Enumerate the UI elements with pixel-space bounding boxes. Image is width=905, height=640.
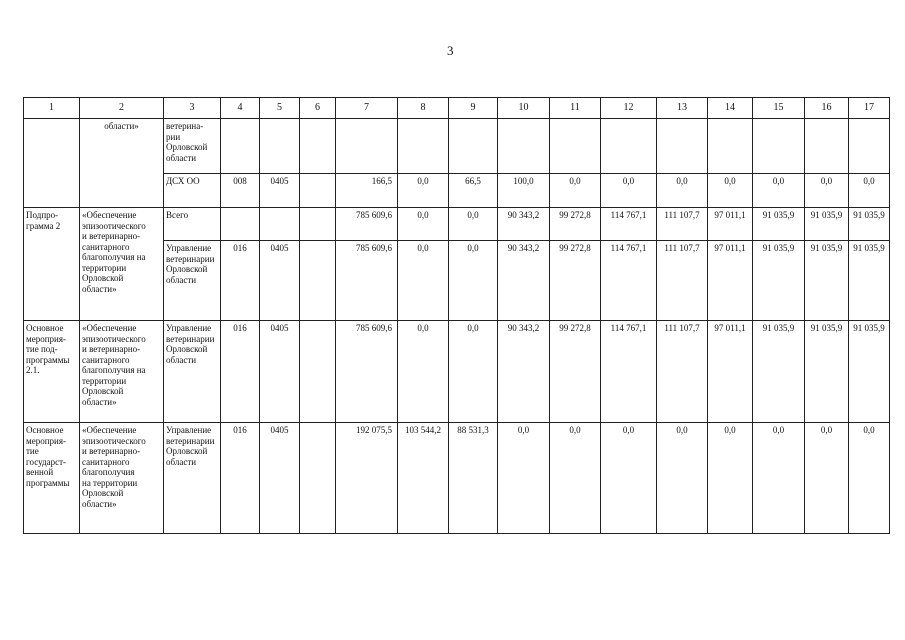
cell-value: 114 767,1 xyxy=(601,241,657,321)
cell-empty xyxy=(601,119,657,174)
cell-value: 0,0 xyxy=(753,174,805,208)
cell-empty xyxy=(550,119,601,174)
cell-code: 016 xyxy=(221,423,260,534)
cell-value: 0,0 xyxy=(849,174,890,208)
col-header: 9 xyxy=(449,98,498,119)
col-header: 14 xyxy=(708,98,753,119)
cell-value: 0,0 xyxy=(805,174,849,208)
cell-code: 008 xyxy=(221,174,260,208)
cell-value: 90 343,2 xyxy=(498,208,550,241)
table-row xyxy=(24,321,890,423)
col-header: 5 xyxy=(260,98,300,119)
cell-program: Основное мероприя- тие под- программы 2.1. xyxy=(24,321,80,423)
cell-value: 90 343,2 xyxy=(498,321,550,423)
page-number: 3 xyxy=(447,43,454,58)
cell-value: 91 035,9 xyxy=(849,241,890,321)
cell-value: 111 107,7 xyxy=(657,321,708,423)
cell-value: 91 035,9 xyxy=(753,321,805,423)
cell-empty xyxy=(336,119,398,174)
col-header: 3 xyxy=(164,98,221,119)
cell-empty xyxy=(449,119,498,174)
cell-value: 166,5 xyxy=(336,174,398,208)
cell-executor: Всего xyxy=(164,208,221,241)
cell-value: 114 767,1 xyxy=(601,321,657,423)
cell-code xyxy=(300,174,336,208)
cell-executor: ветерина- рии Орловской области xyxy=(164,119,221,174)
cell-value: 91 035,9 xyxy=(753,241,805,321)
cell-executor: Управление ветеринарии Орловской области xyxy=(164,241,221,321)
cell-code xyxy=(221,208,260,241)
cell-value: 0,0 xyxy=(449,208,498,241)
cell-empty xyxy=(300,119,336,174)
cell-description: «Обеспечение эпизоотического и ветеринарно- санитарного благополучия на территории Орловской области» xyxy=(80,208,164,321)
col-header: 17 xyxy=(849,98,890,119)
cell-value: 0,0 xyxy=(449,321,498,423)
budget-table xyxy=(23,97,890,534)
col-header: 15 xyxy=(753,98,805,119)
cell-executor: ДСХ ОО xyxy=(164,174,221,208)
cell-value: 0,0 xyxy=(657,423,708,534)
cell-value: 99 272,8 xyxy=(550,241,601,321)
cell-value: 0,0 xyxy=(708,423,753,534)
cell-program: Подпро- грамма 2 xyxy=(24,208,80,321)
cell-description: области» xyxy=(80,119,164,208)
col-header: 6 xyxy=(300,98,336,119)
cell-empty xyxy=(849,119,890,174)
cell-value: 91 035,9 xyxy=(849,321,890,423)
table-row xyxy=(24,423,890,534)
cell-value: 0,0 xyxy=(398,174,449,208)
cell-empty xyxy=(657,119,708,174)
cell-value: 91 035,9 xyxy=(805,208,849,241)
table-row xyxy=(24,208,890,241)
cell-value: 91 035,9 xyxy=(753,208,805,241)
col-header: 10 xyxy=(498,98,550,119)
cell-program xyxy=(24,119,80,208)
cell-code: 016 xyxy=(221,321,260,423)
cell-code xyxy=(260,208,300,241)
cell-value: 103 544,2 xyxy=(398,423,449,534)
cell-empty xyxy=(260,119,300,174)
cell-value: 66,5 xyxy=(449,174,498,208)
cell-value: 99 272,8 xyxy=(550,208,601,241)
cell-value: 785 609,6 xyxy=(336,321,398,423)
col-header: 16 xyxy=(805,98,849,119)
cell-value: 97 011,1 xyxy=(708,321,753,423)
cell-code: 016 xyxy=(221,241,260,321)
cell-value: 91 035,9 xyxy=(805,321,849,423)
cell-value: 0,0 xyxy=(398,241,449,321)
cell-value: 0,0 xyxy=(398,208,449,241)
col-header: 12 xyxy=(601,98,657,119)
cell-code: 0405 xyxy=(260,321,300,423)
table-row xyxy=(24,119,890,174)
cell-value: 192 075,5 xyxy=(336,423,398,534)
col-header: 11 xyxy=(550,98,601,119)
cell-value: 0,0 xyxy=(550,423,601,534)
cell-code: 0405 xyxy=(260,241,300,321)
cell-value: 100,0 xyxy=(498,174,550,208)
cell-executor: Управление ветеринарии Орловской области xyxy=(164,423,221,534)
cell-value: 97 011,1 xyxy=(708,241,753,321)
cell-empty xyxy=(221,119,260,174)
cell-value: 88 531,3 xyxy=(449,423,498,534)
cell-value: 785 609,6 xyxy=(336,208,398,241)
cell-value: 0,0 xyxy=(449,241,498,321)
cell-description: «Обеспечение эпизоотического и ветеринарно- санитарного благополучия на территории Орловской области» xyxy=(80,423,164,534)
cell-code xyxy=(300,208,336,241)
col-header: 4 xyxy=(221,98,260,119)
cell-executor: Управление ветеринарии Орловской области xyxy=(164,321,221,423)
cell-value: 99 272,8 xyxy=(550,321,601,423)
cell-value: 111 107,7 xyxy=(657,208,708,241)
col-header: 13 xyxy=(657,98,708,119)
cell-empty xyxy=(708,119,753,174)
cell-value: 0,0 xyxy=(498,423,550,534)
cell-value: 91 035,9 xyxy=(805,241,849,321)
cell-empty xyxy=(805,119,849,174)
cell-description: «Обеспечение эпизоотического и ветеринарно- санитарного благополучия на территории Орловской области» xyxy=(80,321,164,423)
cell-value: 0,0 xyxy=(753,423,805,534)
cell-value: 0,0 xyxy=(550,174,601,208)
cell-code: 0405 xyxy=(260,423,300,534)
cell-value: 91 035,9 xyxy=(849,208,890,241)
cell-value: 111 107,7 xyxy=(657,241,708,321)
col-header: 2 xyxy=(80,98,164,119)
cell-code: 0405 xyxy=(260,174,300,208)
cell-value: 97 011,1 xyxy=(708,208,753,241)
cell-code xyxy=(300,423,336,534)
cell-value: 114 767,1 xyxy=(601,208,657,241)
cell-empty xyxy=(753,119,805,174)
cell-value: 0,0 xyxy=(398,321,449,423)
cell-empty xyxy=(398,119,449,174)
cell-value: 785 609,6 xyxy=(336,241,398,321)
cell-value: 0,0 xyxy=(601,174,657,208)
header-row xyxy=(24,98,890,119)
cell-value: 90 343,2 xyxy=(498,241,550,321)
cell-empty xyxy=(498,119,550,174)
cell-value: 0,0 xyxy=(805,423,849,534)
col-header: 8 xyxy=(398,98,449,119)
cell-program: Основное мероприя- тие государст- венной программы xyxy=(24,423,80,534)
cell-value: 0,0 xyxy=(708,174,753,208)
cell-code xyxy=(300,321,336,423)
cell-value: 0,0 xyxy=(657,174,708,208)
cell-value: 0,0 xyxy=(601,423,657,534)
col-header: 1 xyxy=(24,98,80,119)
col-header: 7 xyxy=(336,98,398,119)
cell-value: 0,0 xyxy=(849,423,890,534)
cell-code xyxy=(300,241,336,321)
